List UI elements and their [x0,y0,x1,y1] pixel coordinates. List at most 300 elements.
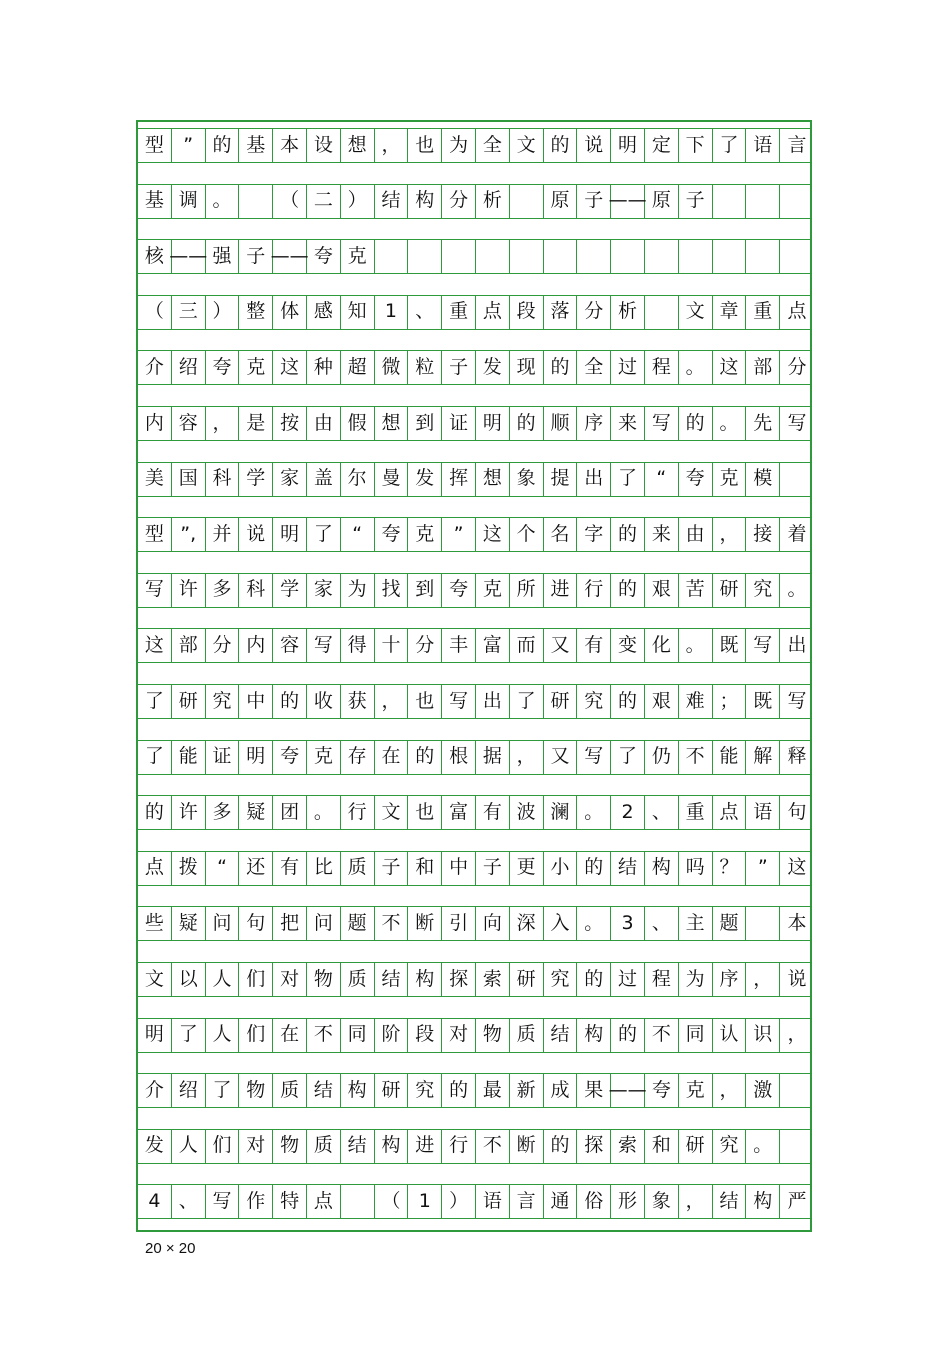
grid-cell: ， [510,740,544,774]
grid-cell: 构 [645,851,679,885]
grid-cell: 难 [679,684,713,718]
grid-cell: 为 [442,128,476,162]
grid-cell: 有 [476,795,510,829]
grid-cell: 对 [442,1018,476,1052]
grid-row [138,128,810,162]
grid-cell: 假 [341,406,375,440]
grid-cell: 的 [611,1018,645,1052]
grid-cell: 行 [442,1129,476,1163]
grid-cell: 研 [679,1129,713,1163]
grid-cell: 小 [544,851,578,885]
grid-cell: 到 [408,573,442,607]
grid-cell: 富 [476,628,510,662]
grid-cell: 结 [713,1184,747,1218]
grid-cell: 质 [273,1073,307,1107]
grid-cell: 国 [172,462,206,496]
grid-row [138,350,810,384]
grid-cell: 究 [408,1073,442,1107]
grid-cell: 断 [408,906,442,940]
grid-cell: 中 [239,684,273,718]
grid-cell: 们 [239,1018,273,1052]
grid-cell: 结 [375,962,409,996]
grid-cell: 、 [645,795,679,829]
grid-cell: 重 [679,795,713,829]
grid-cell: 变 [611,628,645,662]
grid-row [138,851,810,885]
grid-cell: 的 [577,851,611,885]
grid-cell: 收 [307,684,341,718]
grid-cell [713,239,747,273]
grid-cell: 了 [611,740,645,774]
grid-cell: 发 [408,462,442,496]
grid-cell: 也 [408,128,442,162]
grid-cell: 的 [442,1073,476,1107]
grid-cell: 索 [476,962,510,996]
grid-cell [442,239,476,273]
grid-row [138,684,810,718]
grid-cell: 科 [239,573,273,607]
grid-cell: 许 [172,795,206,829]
grid-cell: 严 [787,1189,807,1212]
grid-cell [341,1184,375,1218]
grid-cell: 1 [375,295,409,329]
grid-cell: 不 [645,1018,679,1052]
grid-cell: 文 [375,795,409,829]
grid-cell: 介 [138,1073,172,1107]
grid-cell [611,239,645,273]
grid-cell: 段 [408,1018,442,1052]
grid-cell: 4 [138,1184,172,1218]
grid-cell: 为 [341,573,375,607]
grid-cell: 许 [172,573,206,607]
grid-size-label: 20 × 20 [145,1240,196,1257]
grid-cell [679,239,713,273]
grid-cell [780,239,812,273]
grid-cell: 存 [341,740,375,774]
grid-cell: 又 [544,740,578,774]
grid-cell: 提 [544,462,578,496]
grid-cell: 夸 [206,350,240,384]
grid-cell: 克 [408,517,442,551]
grid-cell: 能 [172,740,206,774]
grid-cell: 下 [679,128,713,162]
grid-cell: 由 [307,406,341,440]
grid-cell: ） [341,184,375,218]
grid-cell: 、 [645,906,679,940]
grid-cell: 点 [138,851,172,885]
grid-cell: 名 [544,517,578,551]
grid-cell: 整 [239,295,273,329]
grid-cell: 也 [408,795,442,829]
grid-cell: 说 [239,517,273,551]
grid-cell: 构 [408,184,442,218]
grid-cell: 。 [577,906,611,940]
grid-cell: 象 [645,1184,679,1218]
grid-cell [780,184,812,218]
grid-cell: 同 [679,1018,713,1052]
grid-cell: 深 [510,906,544,940]
grid-cell: 了 [510,684,544,718]
grid-row [138,962,810,996]
grid-cell: 美 [138,462,172,496]
grid-cell: 想 [476,462,510,496]
grid-cell: 还 [239,851,273,885]
grid-cell: 写 [307,628,341,662]
grid-cell [577,239,611,273]
grid-cell [780,1129,812,1163]
grid-cell: 引 [442,906,476,940]
grid-cell: 的 [611,573,645,607]
grid-cell: 艰 [645,573,679,607]
grid-row [138,1184,810,1218]
grid-line [138,329,810,330]
grid-cell: 分 [206,628,240,662]
grid-row [138,573,810,607]
grid-cell: 构 [375,1129,409,1163]
grid-cell: 夸 [273,740,307,774]
grid-cell: 究 [577,684,611,718]
grid-cell: 找 [375,573,409,607]
grid-cell: 而 [510,628,544,662]
grid-cell: 这 [138,628,172,662]
grid-cell: 更 [510,851,544,885]
grid-cell: 原 [544,184,578,218]
grid-cell: 分 [408,628,442,662]
grid-row [138,184,810,218]
grid-cell: 发 [476,350,510,384]
grid-cell: 进 [408,1129,442,1163]
grid-cell: 果 [577,1073,611,1107]
grid-cell: 定 [645,128,679,162]
grid-line [138,1163,810,1164]
grid-cell: 不 [307,1018,341,1052]
grid-cell: 研 [544,684,578,718]
grid-cell: 不 [679,740,713,774]
grid-cell: 研 [713,573,747,607]
grid-cell: 想 [341,128,375,162]
grid-cell: 的 [408,740,442,774]
grid-cell: 化 [645,628,679,662]
grid-cell: 着 [787,522,807,545]
grid-cell: 结 [307,1073,341,1107]
grid-cell: 写 [787,411,807,434]
grid-cell: 重 [746,295,780,329]
grid-cell: “ [206,851,240,885]
grid-cell: 据 [476,740,510,774]
grid-cell: 释 [787,745,807,768]
grid-cell: 子 [239,239,273,273]
grid-cell: ， [787,1023,807,1046]
grid-cell: 设 [307,128,341,162]
grid-cell: 曼 [375,462,409,496]
grid-row [138,740,810,774]
grid-line [138,162,810,163]
grid-cell: 以 [172,962,206,996]
grid-cell: 顺 [544,406,578,440]
grid-cell: 究 [713,1129,747,1163]
grid-cell: 既 [746,684,780,718]
grid-cell: 体 [273,295,307,329]
grid-cell: 人 [206,962,240,996]
grid-cell: 接 [746,517,780,551]
grid-cell: 对 [273,962,307,996]
grid-cell: 是 [239,406,273,440]
grid-cell: 3 [611,906,645,940]
grid-cell: 研 [375,1073,409,1107]
grid-cell: 来 [645,517,679,551]
grid-cell: 夸 [307,239,341,273]
grid-cell [239,184,273,218]
grid-cell: 主 [679,906,713,940]
grid-cell: 文 [138,962,172,996]
grid-cell: 。 [206,184,240,218]
grid-line [138,440,810,441]
grid-cell: 向 [476,906,510,940]
grid-cell: 说 [787,967,807,990]
grid-cell: ， [746,962,780,996]
grid-cell: —— [273,239,307,273]
grid-line [138,718,810,719]
grid-cell: 文 [510,128,544,162]
grid-cell: 究 [544,962,578,996]
grid-cell: 知 [341,295,375,329]
grid-cell: 物 [476,1018,510,1052]
grid-cell: 究 [746,573,780,607]
grid-cell: 文 [679,295,713,329]
grid-cell: 段 [510,295,544,329]
grid-cell: 人 [206,1018,240,1052]
grid-cell: 俗 [577,1184,611,1218]
grid-cell: 又 [544,628,578,662]
grid-cell: ， [375,128,409,162]
grid-cell [746,906,780,940]
grid-cell: 。 [577,795,611,829]
grid-cell: ？ [713,851,747,885]
grid-cell: 团 [273,795,307,829]
grid-cell: 明 [273,517,307,551]
grid-line [138,1052,810,1053]
grid-cell: （ [138,295,172,329]
grid-cell: 研 [172,684,206,718]
grid-cell: 并 [206,517,240,551]
grid-cell: 克 [679,1073,713,1107]
grid-line [138,662,810,663]
grid-cell: ” [746,851,780,885]
grid-line [138,829,810,830]
grid-cell [645,239,679,273]
grid-cell: 在 [375,740,409,774]
grid-cell: 分 [787,355,807,378]
grid-cell: 点 [307,1184,341,1218]
grid-cell: ， [206,406,240,440]
grid-cell: 认 [713,1018,747,1052]
grid-cell: 分 [442,184,476,218]
grid-cell: 析 [476,184,510,218]
grid-cell: 根 [442,740,476,774]
grid-cell: 介 [138,350,172,384]
grid-cell: 内 [239,628,273,662]
grid-cell: 明 [239,740,273,774]
grid-cell: 问 [307,906,341,940]
grid-cell: 粒 [408,350,442,384]
grid-cell: 构 [746,1184,780,1218]
grid-cell: 同 [341,1018,375,1052]
grid-row [138,517,810,551]
grid-cell: 析 [611,295,645,329]
grid-line [138,885,810,886]
grid-cell: 子 [577,184,611,218]
grid-cell: 了 [713,128,747,162]
grid-line [138,496,810,497]
grid-row [138,906,810,940]
grid-cell: 吗 [679,851,713,885]
grid-cell: 苦 [679,573,713,607]
grid-cell [510,239,544,273]
grid-cell: 疑 [239,795,273,829]
grid-cell [746,184,780,218]
grid-cell: 绍 [172,350,206,384]
grid-cell: 先 [746,406,780,440]
grid-cell: ， [375,684,409,718]
grid-cell: 过 [611,962,645,996]
grid-cell: 为 [679,962,713,996]
grid-cell: 的 [544,350,578,384]
grid-cell: ， [679,1184,713,1218]
grid-line [138,774,810,775]
grid-cell: 质 [341,962,375,996]
grid-cell: 全 [476,128,510,162]
grid-cell: 部 [746,350,780,384]
grid-cell: 们 [206,1129,240,1163]
grid-cell: 夸 [375,517,409,551]
grid-cell: 丰 [442,628,476,662]
grid-cell: 结 [544,1018,578,1052]
grid-cell: ； [713,684,747,718]
grid-cell: 。 [746,1129,780,1163]
grid-cell: 按 [273,406,307,440]
grid-cell: ， [713,517,747,551]
grid-cell: 质 [307,1129,341,1163]
grid-line [138,607,810,608]
grid-cell: 疑 [172,906,206,940]
grid-cell: 克 [239,350,273,384]
grid-cell: 行 [577,573,611,607]
grid-cell: 不 [375,906,409,940]
grid-cell: 克 [476,573,510,607]
grid-cell: 些 [138,906,172,940]
grid-cell: 落 [544,295,578,329]
grid-cell: 来 [611,406,645,440]
grid-cell: 探 [442,962,476,996]
grid-line [138,384,810,385]
grid-cell: 夸 [645,1073,679,1107]
grid-cell: 到 [408,406,442,440]
grid-cell [476,239,510,273]
grid-cell: 写 [645,406,679,440]
grid-cell: 的 [510,406,544,440]
grid-cell: 证 [442,406,476,440]
grid-line [138,273,810,274]
grid-cell: 学 [239,462,273,496]
grid-cell: 发 [138,1129,172,1163]
grid-cell: 的 [138,795,172,829]
grid-cell: 容 [273,628,307,662]
grid-cell: 三 [172,295,206,329]
grid-row [138,462,810,496]
grid-cell: 。 [307,795,341,829]
grid-cell: 证 [206,740,240,774]
grid-cell: 句 [239,906,273,940]
grid-cell: 。 [787,578,807,601]
grid-cell: 写 [577,740,611,774]
grid-cell: 过 [611,350,645,384]
grid-cell: 语 [746,795,780,829]
grid-cell [780,462,812,496]
grid-cell: 进 [544,573,578,607]
grid-cell: 夸 [679,462,713,496]
grid-cell: 写 [746,628,780,662]
grid-cell: “ [645,462,679,496]
grid-cell: 点 [476,295,510,329]
grid-cell: 核 [138,239,172,273]
grid-cell: 子 [679,184,713,218]
grid-cell: 的 [577,962,611,996]
grid-cell: 索 [611,1129,645,1163]
grid-cell: 写 [442,684,476,718]
grid-cell [645,295,679,329]
grid-cell: 艰 [645,684,679,718]
grid-cell: 本 [787,911,807,934]
grid-cell: —— [611,184,645,218]
grid-cell: ） [206,295,240,329]
grid-cell: 了 [611,462,645,496]
grid-line [138,551,810,552]
grid-cell: 科 [206,462,240,496]
grid-cell: 。 [679,628,713,662]
grid-cell: 写 [138,573,172,607]
grid-cell: 。 [679,350,713,384]
grid-cell: 澜 [544,795,578,829]
grid-cell: 解 [746,740,780,774]
grid-cell: 了 [307,517,341,551]
grid-cell: 中 [442,851,476,885]
grid-cell: 的 [611,517,645,551]
grid-cell: 点 [713,795,747,829]
grid-cell: 家 [273,462,307,496]
grid-cell: （ [375,1184,409,1218]
grid-cell: 这 [273,350,307,384]
grid-cell [544,239,578,273]
grid-cell: 了 [138,684,172,718]
grid-cell: 种 [307,350,341,384]
grid-cell: 容 [172,406,206,440]
grid-cell: 质 [510,1018,544,1052]
grid-cell [375,239,409,273]
grid-row [138,628,810,662]
grid-cell: 由 [679,517,713,551]
grid-cell: 、 [172,1184,206,1218]
grid-cell: 言 [787,133,807,156]
grid-cell: 型 [138,128,172,162]
grid-cell: 微 [375,350,409,384]
grid-cell: 识 [746,1018,780,1052]
grid-cell: 研 [510,962,544,996]
grid-cell: 克 [713,462,747,496]
grid-cell: 程 [645,350,679,384]
grid-cell: 重 [442,295,476,329]
grid-cell: 言 [510,1184,544,1218]
grid-cell: 和 [645,1129,679,1163]
